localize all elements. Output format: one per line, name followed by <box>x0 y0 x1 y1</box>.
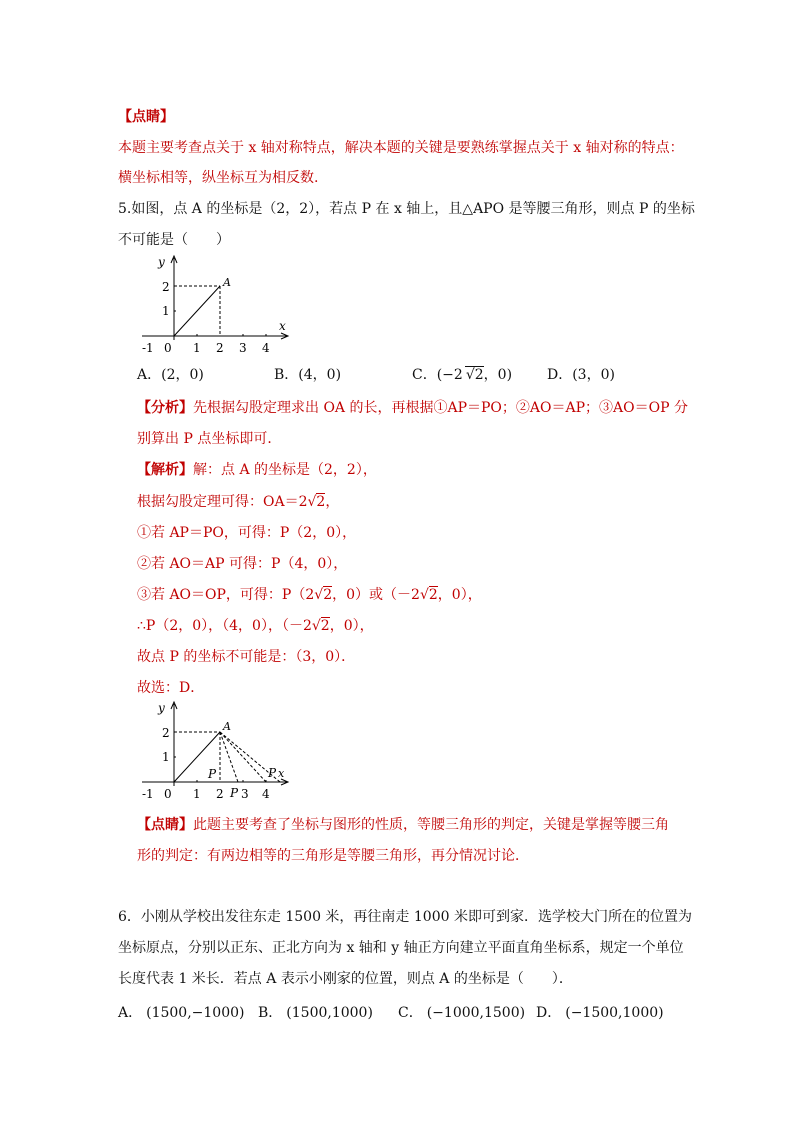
x-tick-2: 2 <box>216 787 224 801</box>
x-tick-0: 0 <box>164 341 172 355</box>
q5-coordinate-graph <box>138 254 298 360</box>
point-a-label: A <box>223 276 231 289</box>
y-tick-1: 1 <box>162 304 170 318</box>
y-axis-label: y <box>158 255 165 269</box>
point-a-label: A <box>223 720 231 733</box>
q5-option-b: B．(4，0) <box>274 367 342 383</box>
x-tick-neg1: -1 <box>142 787 154 801</box>
remark2-tag: 【点睛】 <box>137 817 193 833</box>
sqrt-radicand: √2 <box>465 367 484 383</box>
x-tick-0: 0 <box>164 787 172 801</box>
q6-option-d: D． (−1500,1000) <box>536 1005 664 1021</box>
q5-stem-line1: 5.如图，点 A 的坐标是（2，2），若点 P 在 x 轴上，且△APO 是等腰三角形，则点 P 的坐标 <box>118 201 695 217</box>
x-tick-1: 1 <box>193 787 201 801</box>
q5-option-a: A．(2，0) <box>137 367 204 383</box>
x-axis-label: x <box>279 319 286 333</box>
solution-line1: 【解析】解：点 A 的坐标是（2，2）， <box>137 462 377 478</box>
x-tick-3: 3 <box>239 341 247 355</box>
point-p2-label: P <box>230 786 239 800</box>
solution-line6: ∴P（2，0），（4，0），（－2√2，0）， <box>137 618 374 634</box>
solution-line8: 故选：D． <box>137 680 205 696</box>
q5-option-c: C．(−2 √2，0) <box>412 367 513 383</box>
x-tick-4: 4 <box>262 787 270 801</box>
solution-line7: 故点 P 的坐标不可能是：（3，0）． <box>137 649 356 665</box>
point-p1-label: P <box>208 767 217 781</box>
x-tick-4: 4 <box>262 341 270 355</box>
x-tick-neg1: -1 <box>142 341 154 355</box>
y-tick-2: 2 <box>162 726 170 740</box>
analysis-tag: 【分析】 <box>137 400 193 416</box>
remark2-line2: 形的判定：有两边相等的三角形是等腰三角形，再分情况讨论． <box>137 848 529 864</box>
q5-stem-line2: 不可能是（ ） <box>118 232 230 248</box>
x-tick-1: 1 <box>193 341 201 355</box>
solution-tag: 【解析】 <box>137 462 193 478</box>
q5-option-c-prefix: C．(−2 <box>412 367 463 383</box>
solution-line4: ②若 AO＝AP 可得：P（4，0）， <box>137 556 348 572</box>
x-axis-label: x <box>278 767 285 780</box>
q6-option-c: C． (−1000,1500) <box>398 1005 526 1021</box>
analysis-line2: 别算出 P 点坐标即可． <box>137 431 282 447</box>
solution-line3: ①若 AP＝PO，可得：P（2，0）， <box>137 525 357 541</box>
y-axis-label: y <box>158 701 165 715</box>
remark-heading: 【点睛】 <box>118 109 174 125</box>
remark-text-line1: 本题主要考查点关于 x 轴对称特点，解决本题的关键是要熟练掌握点关于 x 轴对称的特点： <box>118 140 684 156</box>
q5-option-d: D．(3，0) <box>547 367 615 383</box>
x-tick-2: 2 <box>216 341 224 355</box>
remark-text-line2: 横坐标相等，纵坐标互为相反数. <box>118 170 319 186</box>
x-tick-3: 3 <box>241 787 249 801</box>
q6-option-a: A． (1500,−1000) <box>118 1005 245 1021</box>
analysis-line1: 【分析】先根据勾股定理求出 OA 的长，再根据①AP＝PO；②AO＝AP；③AO＝OP 分 <box>137 400 688 416</box>
solution-line2: 根据勾股定理可得：OA＝2√2， <box>137 494 340 510</box>
remark2-line1: 【点睛】此题主要考查了坐标与图形的性质，等腰三角形的判定，关键是掌握等腰三角 <box>137 817 669 833</box>
q6-option-b: B． (1500,1000) <box>258 1005 373 1021</box>
point-p3-label: P <box>268 766 277 780</box>
q6-stem-line1: 6．小刚从学校出发往东走 1500 米，再往南走 1000 米即可到家．选学校大门所在的位置为 <box>118 909 692 925</box>
solution-line5: ③若 AO＝OP，可得：P（2√2，0）或（－2√2，0）， <box>137 587 482 603</box>
q6-stem-line3: 长度代表 1 米长．若点 A 表示小刚家的位置，则点 A 的坐标是（ ）． <box>118 971 573 987</box>
solution-coordinate-graph <box>138 700 298 806</box>
y-tick-1: 1 <box>162 750 170 764</box>
q6-stem-line2: 坐标原点，分别以正东、正北方向为 x 轴和 y 轴正方向建立平面直角坐标系，规定一个单位 <box>118 940 684 956</box>
y-tick-2: 2 <box>162 280 170 294</box>
